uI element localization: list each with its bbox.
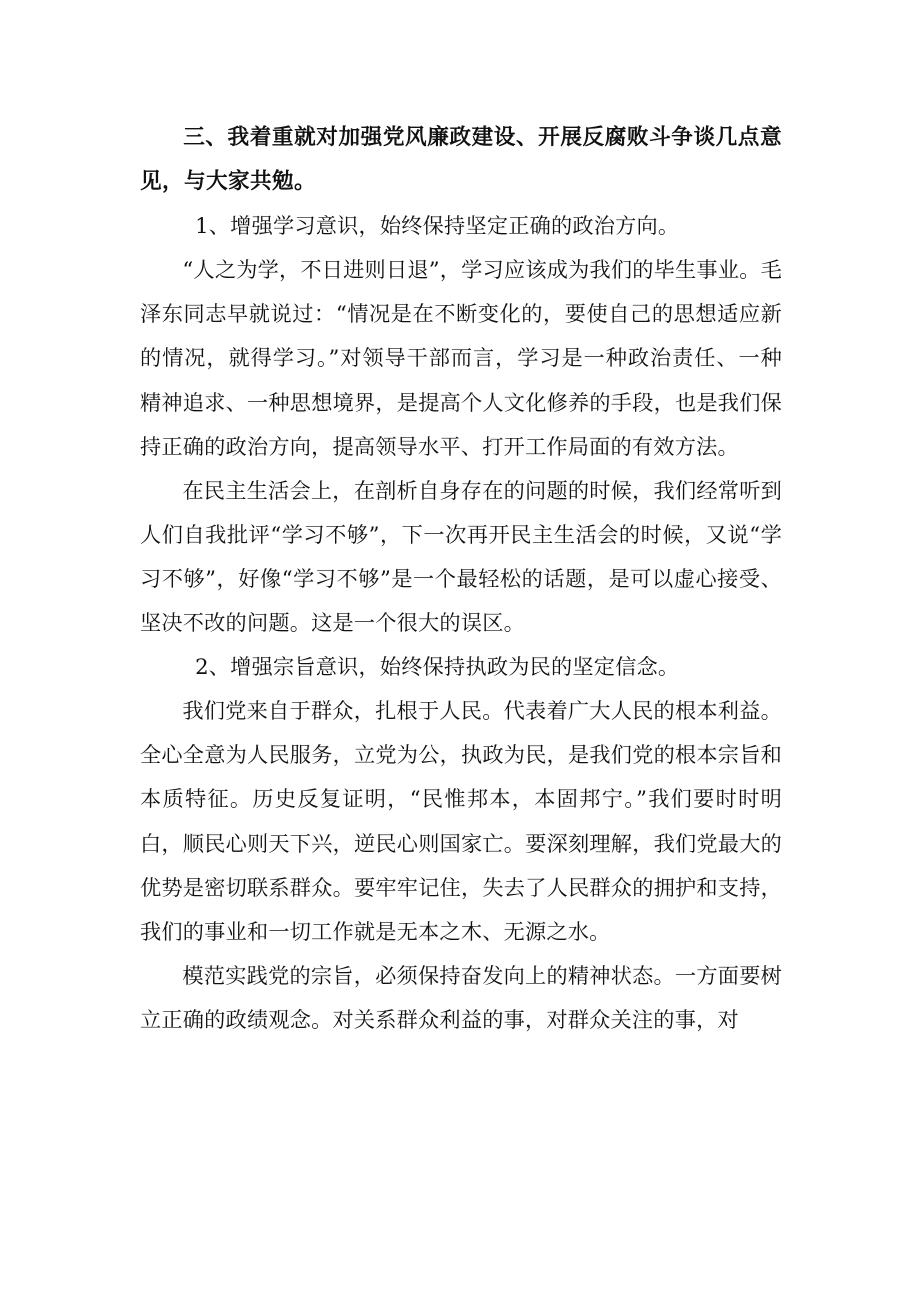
paragraph-party-masses: 我们党来自于群众，扎根于人民。代表着广大人民的根本利益。全心全意为人民服务，立党为公，执政为民，是我们党的根本宗旨和本质特征。历史反复证明，“民惟邦本，本固邦宁。”我们要时时明白，顺民心则天下兴，逆民心则国家亡。要深刻理解，我们党最大的优势是密切联系群众。要牢牢记住，失去了人民群众的拥护和支持，我们的事业和一切工作就是无本之木、无源之水。 bbox=[140, 698, 782, 944]
paragraph-spirit: 模范实践党的宗旨，必须保持奋发向上的精神状态。一方面要树立正确的政绩观念。对关系群众利益的事，对群众关注的事，对 bbox=[140, 962, 782, 1032]
paragraph-learning-quote: “人之为学，不日进则日退”，学习应该成为我们的毕生事业。毛泽东同志早就说过：“情况是在不断变化的，要使自己的思想适应新的情况，就得学习。”对领导干部而言，学习是一种政治责任、一种精神追求、一种思想境界，是提高个人文化修养的手段，也是我们保持正确的政治方向，提高领导水平、打开工作局面的有效方法。 bbox=[140, 257, 782, 459]
section-heading: 三、我着重就对加强党风廉政建设、开展反腐败斗争谈几点意见，与大家共勉。 bbox=[140, 125, 782, 195]
subheading-purpose: 2、增强宗旨意识，始终保持执政为民的坚定信念。 bbox=[195, 654, 680, 680]
subheading-learning: 1、增强学习意识，始终保持坚定正确的政治方向。 bbox=[195, 213, 680, 239]
document-body bbox=[140, 116, 782, 1042]
paragraph-democratic-life: 在民主生活会上，在剖析自身存在的问题的时候，我们经常听到人们自我批评“学习不够”，下一次再开民主生活会的时候，又说“学习不够”，好像“学习不够”是一个最轻松的话题，是可以虚心接受、坚决不改的问题。这是一个很大的误区。 bbox=[140, 477, 782, 636]
